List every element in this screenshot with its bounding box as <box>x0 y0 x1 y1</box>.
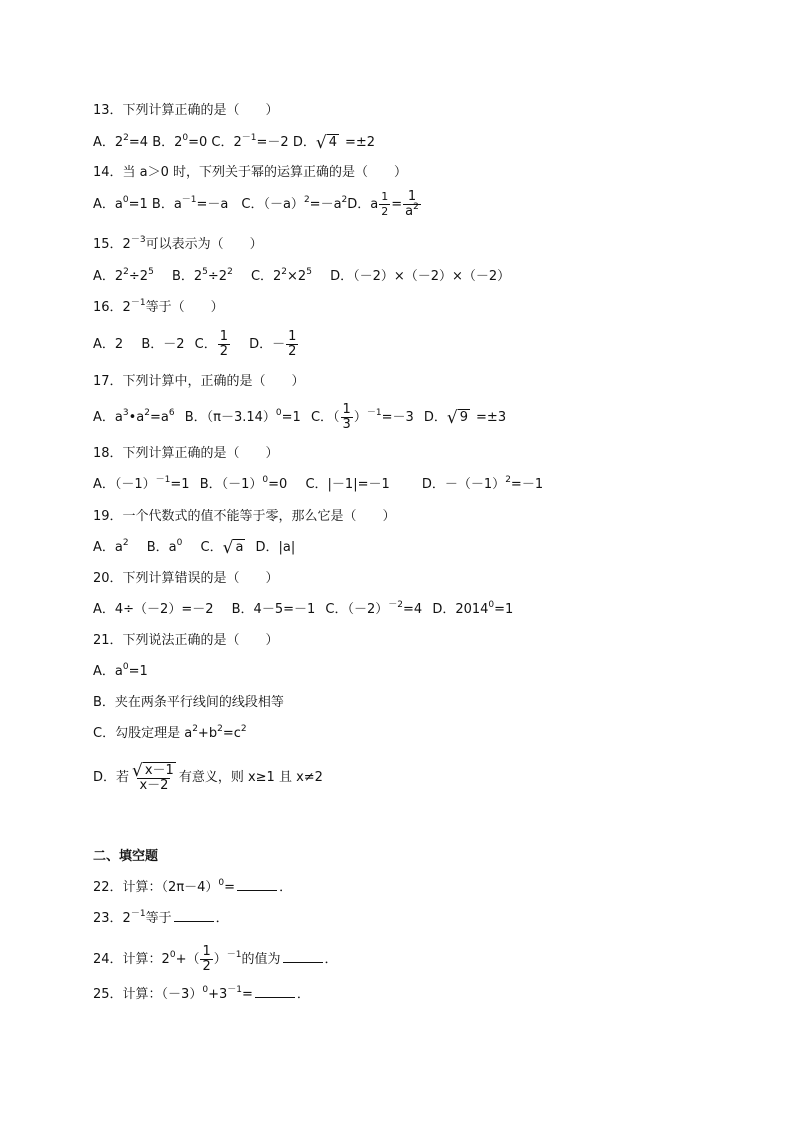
exp: 2 <box>192 724 198 734</box>
question-16-options <box>93 330 299 359</box>
question-18-stem <box>93 446 279 462</box>
text: D．a <box>347 197 379 212</box>
text: D．2014 <box>432 602 489 617</box>
exp: －1 <box>366 408 382 418</box>
exp: －1 <box>241 133 257 143</box>
denominator: 3 <box>342 417 351 432</box>
text: A．2 <box>93 135 124 150</box>
text: C． <box>200 540 223 555</box>
question-17-options <box>93 403 506 432</box>
exp: 6 <box>168 408 175 418</box>
exp: 2 <box>217 724 223 734</box>
text: 22．计算：（2π－4） <box>93 880 219 895</box>
denominator: 2 <box>381 205 389 218</box>
exp: 5 <box>148 267 154 277</box>
answer-blank[interactable] <box>255 987 295 998</box>
denominator: 2 <box>288 344 297 359</box>
radicand: 4 <box>328 135 337 150</box>
exp: 2 <box>303 195 310 205</box>
fraction <box>200 945 212 974</box>
text: =－a C．（－a） <box>196 197 304 212</box>
numerator <box>130 761 178 781</box>
sqrt-icon: √ <box>315 133 327 153</box>
text: +（ <box>175 952 200 967</box>
text: =c <box>222 726 241 741</box>
text: B．2 <box>171 269 203 284</box>
exp: 0 <box>262 475 269 485</box>
exp: 2 <box>123 133 129 143</box>
text: B．a <box>146 540 177 555</box>
question-21-option-b <box>93 695 284 711</box>
text: =－2 D． <box>256 135 316 150</box>
text: =－1 <box>510 477 544 492</box>
text: •a <box>128 410 145 425</box>
fraction <box>403 190 421 219</box>
exp: －2 <box>388 600 403 610</box>
question-21-option-d <box>93 762 323 793</box>
question-21-option-c <box>93 726 247 742</box>
exp: －3 <box>130 235 146 245</box>
question-20-stem <box>93 571 279 587</box>
radical <box>223 539 246 556</box>
text: A．a <box>93 540 123 555</box>
radicand: a <box>235 540 244 555</box>
exp: 5 <box>202 267 208 277</box>
fraction <box>286 330 298 359</box>
text: A．a <box>93 197 123 212</box>
exp: －1 <box>181 195 197 205</box>
text: B．－2 <box>141 337 185 352</box>
exp: 2 <box>341 195 348 205</box>
text: C．|－1|=－1 <box>305 477 390 492</box>
text: 16．2 <box>93 300 131 315</box>
text: A．（－1） <box>93 477 156 492</box>
question-23 <box>93 911 229 927</box>
exp: 0 <box>122 195 129 205</box>
text: A．2 <box>93 269 124 284</box>
exp: 0 <box>169 950 176 960</box>
text: 等于（ ） <box>145 300 224 315</box>
text: D．（－2）×（－2）×（－2） <box>330 269 511 284</box>
question-14-options <box>93 190 422 219</box>
denominator: 2 <box>202 959 211 974</box>
text: 有意义，则 x≥1 且 x≠2 <box>178 770 323 785</box>
text: =1 <box>494 602 514 617</box>
text: ． <box>324 952 338 967</box>
sqrt-icon: √ <box>132 761 143 781</box>
text: 可以表示为（ ） <box>145 237 263 252</box>
exp: 0 <box>488 600 495 610</box>
stem-text: 21．下列说法正确的是（ ） <box>93 633 279 648</box>
text: C．勾股定理是 a <box>93 726 193 741</box>
radical <box>447 409 470 426</box>
text: +3 <box>208 987 228 1002</box>
exp: 0 <box>122 662 129 672</box>
text: 15．2 <box>93 237 131 252</box>
text: ÷2 <box>128 269 149 284</box>
sqrt-icon: √ <box>446 408 458 428</box>
text: = <box>391 197 403 212</box>
question-19-stem <box>93 509 396 525</box>
exp: 0 <box>275 408 282 418</box>
text: = <box>241 987 253 1002</box>
text: =1 B．a <box>128 197 182 212</box>
exp: 5 <box>306 267 312 277</box>
exp: 0 <box>176 538 183 548</box>
denominator: x－2 <box>139 778 169 793</box>
fraction <box>379 190 390 219</box>
text: 25．计算：（－3） <box>93 987 203 1002</box>
exp: －1 <box>130 298 146 308</box>
text: = <box>224 880 236 895</box>
exp: 3 <box>122 408 129 418</box>
fraction <box>341 403 353 432</box>
answer-blank[interactable] <box>283 952 323 963</box>
numerator: 1 <box>342 402 351 417</box>
radical <box>316 134 339 151</box>
exp: －1 <box>226 950 242 960</box>
exp: 0 <box>182 133 189 143</box>
text: D．－ <box>249 337 286 352</box>
exp: 2 <box>227 267 233 277</box>
question-21-option-a <box>93 664 148 680</box>
exp: 2 <box>413 202 419 212</box>
text: 二、填空题 <box>93 849 159 864</box>
exp: －1 <box>227 985 242 995</box>
question-20-options <box>93 602 513 618</box>
numerator: 1 <box>202 944 211 959</box>
text: 24．计算：2 <box>93 952 170 967</box>
text: ） <box>213 952 227 967</box>
text: +b <box>197 726 218 741</box>
text: C． <box>194 337 217 352</box>
numerator: 1 <box>381 190 389 203</box>
text: D． <box>423 410 447 425</box>
question-13-options <box>93 134 375 151</box>
question-19-options <box>93 539 295 556</box>
section-title <box>93 849 158 865</box>
text: B．（π－3.14） <box>184 410 276 425</box>
question-14-stem <box>93 165 407 181</box>
text: A．a <box>93 410 123 425</box>
question-13-stem <box>93 103 279 119</box>
text: ． <box>215 911 229 926</box>
stem-text: 14．当 a＞0 时，下列关于幂的运算正确的是（ ） <box>93 165 408 180</box>
text: ×2 <box>287 269 307 284</box>
question-22 <box>93 880 292 896</box>
text: =±2 <box>344 135 376 150</box>
text: =－3 <box>381 410 414 425</box>
stem-text: 19．一个代数式的值不能等于零，那么它是（ ） <box>93 509 396 524</box>
question-17-stem <box>93 374 305 390</box>
fraction <box>130 762 178 793</box>
text: =－a <box>309 197 342 212</box>
text: 23．2 <box>93 911 131 926</box>
text: A．a <box>93 664 123 679</box>
denominator <box>403 204 421 219</box>
text: B．（－1） <box>199 477 263 492</box>
text: a <box>405 204 414 219</box>
exp: 0 <box>202 985 209 995</box>
text: ÷2 <box>207 269 228 284</box>
fraction <box>218 330 230 359</box>
exp: 2 <box>144 408 150 418</box>
exp: 2 <box>505 475 511 485</box>
text: A．2 <box>93 337 124 352</box>
question-25 <box>93 987 310 1003</box>
text: ． <box>279 880 293 895</box>
text: =0 <box>268 477 288 492</box>
radicand: 9 <box>459 410 469 425</box>
exp: －1 <box>155 475 171 485</box>
text: =1 <box>170 477 190 492</box>
exp: 2 <box>122 538 129 548</box>
text: 等于 <box>145 911 172 926</box>
radicand: x－1 <box>144 763 174 778</box>
text: B．夹在两条平行线间的线段相等 <box>93 695 284 710</box>
stem-text: 18．下列计算正确的是（ ） <box>93 446 279 461</box>
exp: 0 <box>218 878 225 888</box>
stem-text: 20．下列计算错误的是（ ） <box>93 571 279 586</box>
text: =4 <box>403 602 423 617</box>
question-16-stem <box>93 300 224 316</box>
text: =4 B．2 <box>128 135 183 150</box>
text: 的值为 <box>241 952 281 967</box>
question-18-options <box>93 477 543 493</box>
question-15-options <box>93 269 510 285</box>
text: C．（ <box>310 410 340 425</box>
numerator: 1 <box>219 329 229 344</box>
text: D．若 <box>93 770 130 785</box>
sqrt-icon: √ <box>222 538 234 558</box>
text: ） <box>353 410 367 425</box>
text: D．|a| <box>255 540 296 555</box>
exp: －1 <box>130 909 146 919</box>
numerator: 1 <box>407 189 417 204</box>
text: A．4÷（－2）=－2 <box>93 602 214 617</box>
text: D．－（－1） <box>421 477 506 492</box>
text: B．4－5=－1 <box>231 602 316 617</box>
question-24 <box>93 945 338 974</box>
question-21-stem <box>93 633 279 649</box>
stem-text: 13．下列计算正确的是（ ） <box>93 103 279 118</box>
exp: 2 <box>123 267 129 277</box>
answer-blank[interactable] <box>237 880 277 891</box>
text: =a <box>149 410 169 425</box>
text: =0 C．2 <box>188 135 242 150</box>
question-15-stem <box>93 237 263 253</box>
exp: 2 <box>240 724 247 734</box>
exp: 2 <box>281 267 288 277</box>
stem-text: 17．下列计算中，正确的是（ ） <box>93 374 305 389</box>
text: =1 <box>128 664 148 679</box>
radical <box>132 761 176 781</box>
text: =±3 <box>476 410 507 425</box>
text: C．（－2） <box>325 602 389 617</box>
denominator: 2 <box>219 344 229 359</box>
numerator: 1 <box>288 329 297 344</box>
answer-blank[interactable] <box>174 911 214 922</box>
text: =1 <box>281 410 301 425</box>
text: ． <box>296 987 310 1002</box>
text: C．2 <box>250 269 282 284</box>
